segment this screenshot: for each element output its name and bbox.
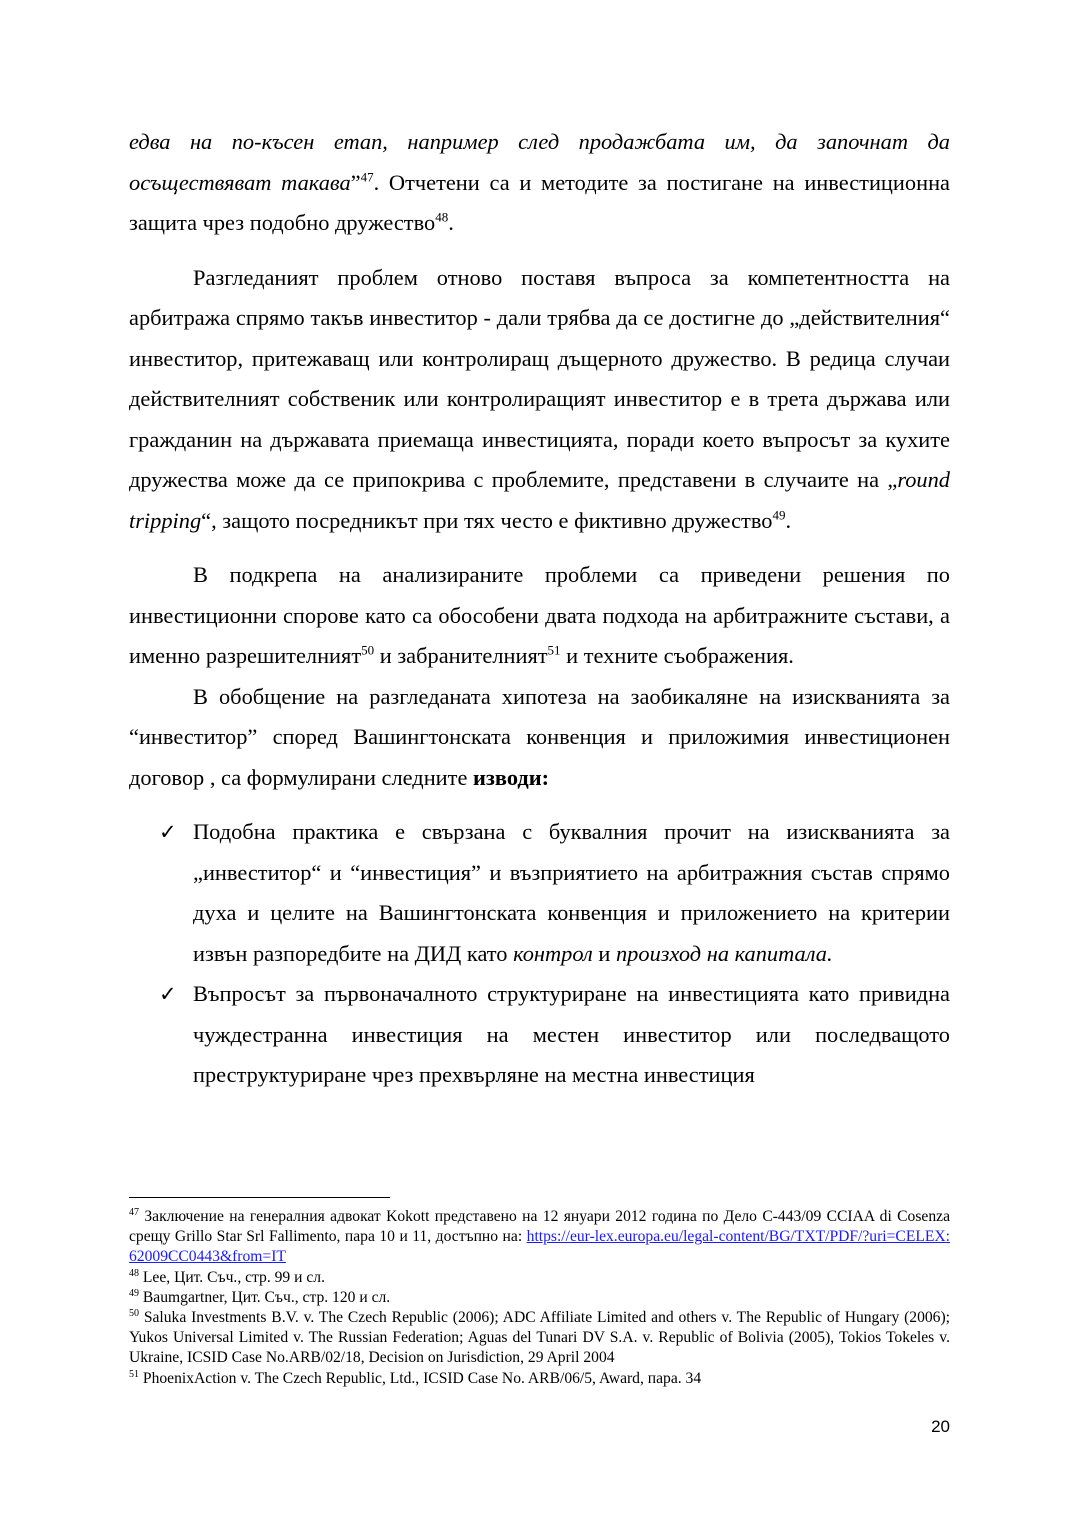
footnote-ref-49[interactable]: 49 (772, 507, 786, 523)
round-tripping-term: round tripping (129, 467, 950, 533)
conclusions-list (129, 812, 950, 1096)
footnotes (129, 1207, 950, 1389)
footnote-50: $^{50}$ Saluka Investments B.V. v. The Czech Republic (2006); ADC Affiliate Limited and others v. The Republic of Hungary (2006); Yukos Universal Limited v. The Russian Federation; Aguas del Tunari DV S.A. v. Republic of Bolivia (2005), Tokios Tokeles v. Ukraine, ICSID Case No.ARB/02/18, Decision on Jurisdiction, 29 April 2004 (129, 1307, 950, 1367)
conclusions-label: изводи: (472, 764, 550, 790)
paragraph-1: едва на по-късен етап, например след продажбата им, да започнат да осъществяват такава”$^{47}$. Отчетени са и методите за постигане на инвестиционна защита чрез подобно дружество$^{48}$. (129, 129, 950, 235)
footnote-separator (129, 1197, 390, 1198)
paragraph-2: Разгледаният проблем отново поставя въпроса за компетентността на арбитража спрямо такъв инвеститор - дали трябва да се достигне до „действителния“ инвеститор, притежаващ или контролиращ дъщерното дружество. В редица случаи действителният собственик или контролиращият инвеститор е в трета държава или гражданин на държавата приемаща инвестицията, поради което въпросът за кухите дружества може да се припокрива с проблемите, представени в случаите на „round tripping“, защото посредникът при тях често е фиктивно дружество$^{49}$. (129, 264, 950, 533)
quote-italic: едва на по-късен етап, например след продажбата им, да започнат да осъществяват такава (129, 129, 950, 195)
page-number: 20 (931, 1417, 950, 1436)
list-item: ✓ Подобна практика е свързана с буквалния прочит на изискванията за „инвеститор“ и “инвестиция” и възприятието на арбитражния състав спрямо духа и целите на Вашингтонската конвенция и приложението на критерии извън разпоредбите на ДИД като контрол и произход на капитала. (129, 812, 950, 974)
footnote-ref-47[interactable]: 47 (360, 169, 374, 185)
footnote-ref-51[interactable]: 51 (547, 642, 561, 658)
checkmark-icon: ✓ (159, 982, 177, 1006)
checkmark-icon: ✓ (159, 820, 177, 844)
footnote-48: $^{48}$ Lee, Цит. Съч., стр. 99 и сл. (129, 1267, 325, 1286)
footnote-51: $^{51}$ PhoenixAction v. The Czech Republic, Ltd., ICSID Case No. ARB/06/5, Award, пара. 34 (129, 1368, 702, 1387)
main-text (129, 122, 950, 1096)
paragraph-4: В обобщение на разгледаната хипотеза на заобикаляне на изискванията за “инвеститор” според Вашингтонската конвенция и приложимия инвестиционен договор , са формулирани следните изводи: (129, 683, 950, 790)
eur-lex-link[interactable]: https://eur-lex.europa.eu/legal-content/BG/TXT/PDF/?uri=CELEX:62009CC0443&from=IT (129, 1228, 950, 1266)
list-item: ✓ Въпросът за първоначалното структуриране на инвестицията като привидна чуждестранна инвестиция на местен инвеститор или последващото преструктуриране чрез прехвърляне на местна инвестиция (129, 974, 950, 1096)
footnote-ref-50[interactable]: 50 (361, 642, 375, 658)
footnote-ref-48[interactable]: 48 (435, 209, 449, 225)
footnote-47: $^{47}$ Заключение на генералния адвокат Kokott представено на 12 януари 2012 година по Дело C-443/09 CCIAA di Cosenza срещу Grillo Star Srl Fallimento, пара 10 и 11, достъпно на: https://eur-lex.europa.eu/legal-content/BG/TXT/PDF/?uri=CELEX:62009CC0443&from=IT (129, 1206, 950, 1266)
paragraph-3: В подкрепа на анализираните проблеми са приведени решения по инвестиционни спорове като са обособени двата подхода на арбитражните състави, а именно разрешителният$^{50}$ и забранителният$^{51}$ и техните съображения. (129, 562, 950, 668)
footnote-49: $^{49}$ Baumgartner, Цит. Съч., стр. 120 и сл. (129, 1287, 391, 1306)
